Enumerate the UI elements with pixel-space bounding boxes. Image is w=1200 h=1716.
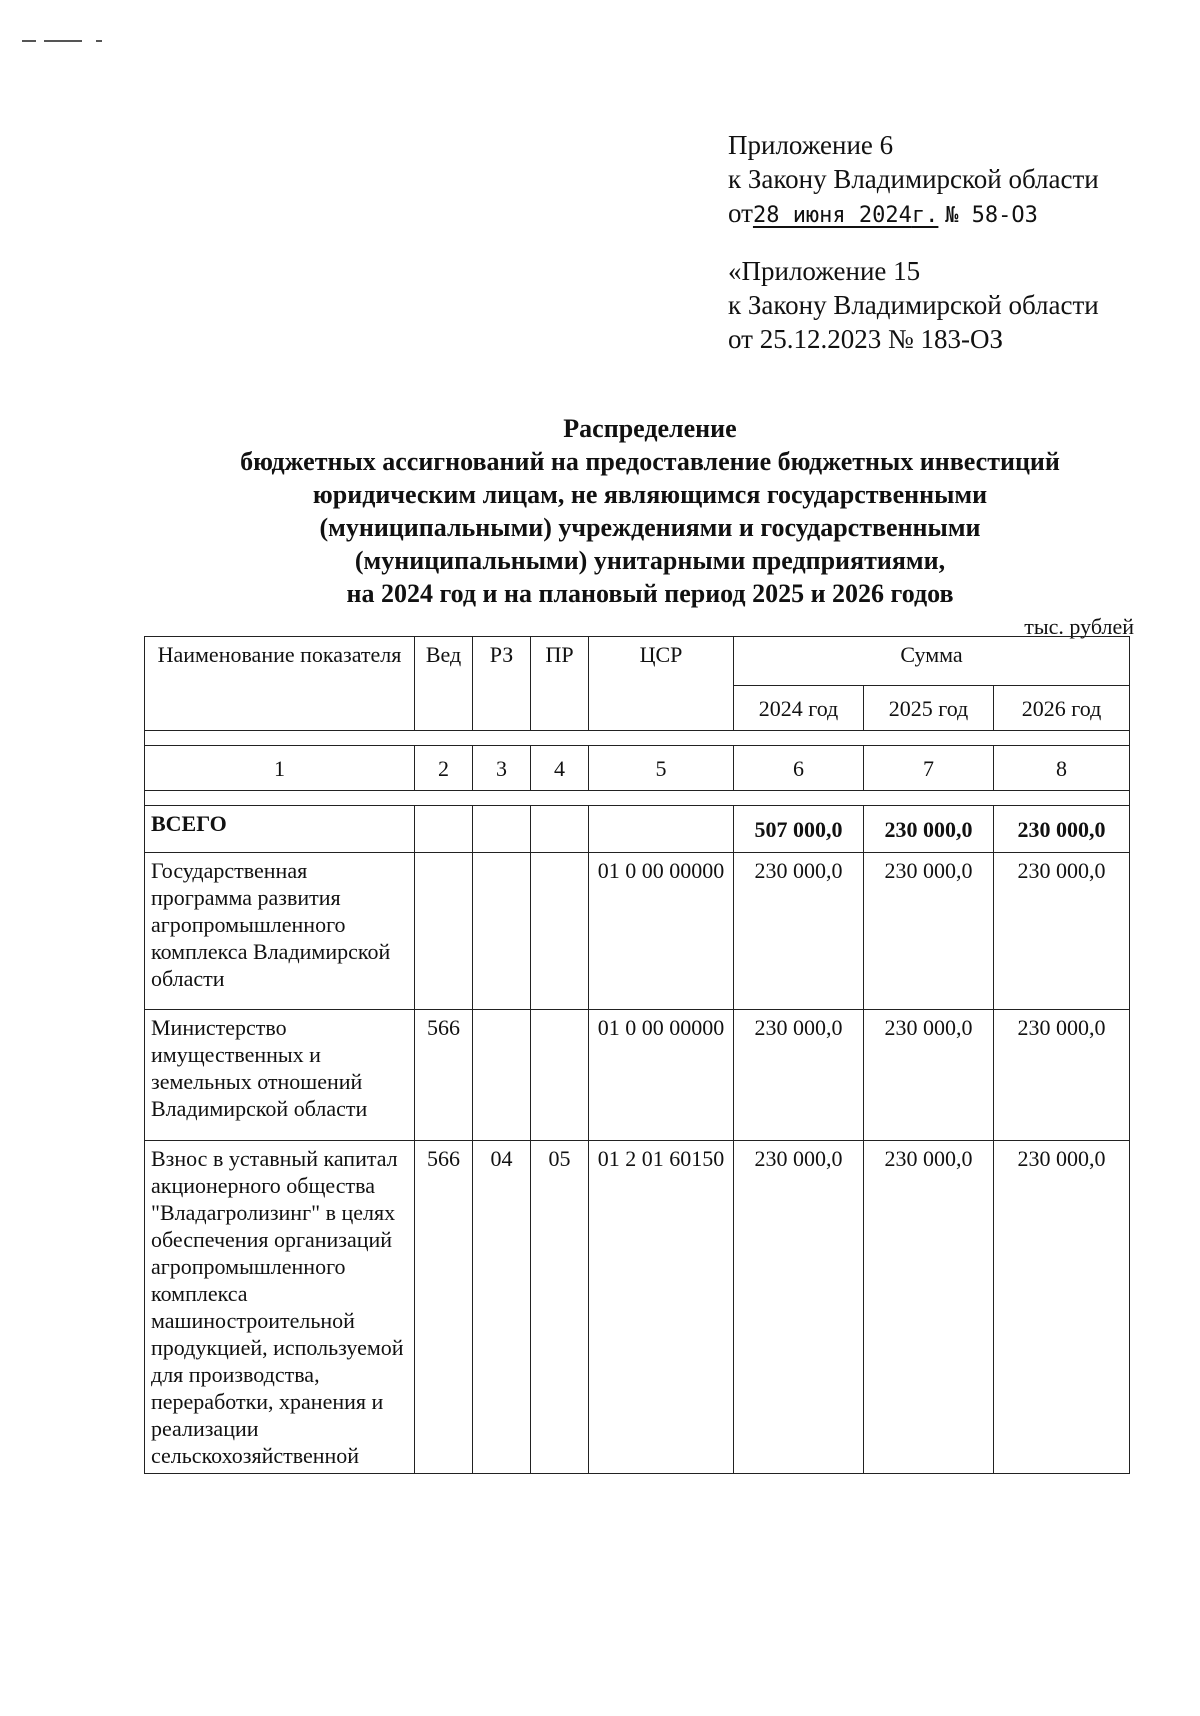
row-2025: 230 000,0 <box>864 853 994 1010</box>
col-number: 5 <box>589 746 734 791</box>
units-label: тыс. рублей <box>1024 614 1134 639</box>
header-rz: РЗ <box>473 637 531 731</box>
col-number: 7 <box>864 746 994 791</box>
row-csr: 01 0 00 00000 <box>589 1010 734 1141</box>
header-2024: 2024 год <box>734 686 864 731</box>
row-ved <box>415 853 473 1010</box>
row-2024: 230 000,0 <box>734 1141 864 1474</box>
appendix-title: Приложение 6 <box>728 130 894 160</box>
row-2026: 230 000,0 <box>994 806 1130 853</box>
row-ved: 566 <box>415 1141 473 1474</box>
row-2024: 230 000,0 <box>734 1010 864 1141</box>
appendix-law-date: от28 июня 2024г. № 58-ОЗ <box>728 198 1038 228</box>
row-name: Взнос в уставный капитал акционерного общества "Владагролизинг" в целях обеспечения организаций агропромышленного комплекса машиностроительной продукцией, используемой для производства, переработки, хранения и реализации сельскохозяйственной <box>145 1141 415 1474</box>
row-2026: 230 000,0 <box>994 1010 1130 1141</box>
col-number: 3 <box>473 746 531 791</box>
header-pr: ПР <box>531 637 589 731</box>
row-ved <box>415 806 473 853</box>
row-rz <box>473 853 531 1010</box>
header-csr: ЦСР <box>589 637 734 731</box>
header-ved: Вед <box>415 637 473 731</box>
original-appendix-header <box>728 254 1099 356</box>
row-2025: 230 000,0 <box>864 1141 994 1474</box>
col-number: 1 <box>145 746 415 791</box>
table-header-row <box>145 637 1130 686</box>
appendix-header <box>728 128 1099 233</box>
row-csr <box>589 806 734 853</box>
row-name: Министерство имущественных и земельных отношений Владимирской области <box>145 1010 415 1141</box>
row-2025: 230 000,0 <box>864 806 994 853</box>
header-sum: Сумма <box>734 637 1130 686</box>
row-rz <box>473 806 531 853</box>
row-2026: 230 000,0 <box>994 853 1130 1010</box>
col-number: 8 <box>994 746 1130 791</box>
row-name: ВСЕГО <box>145 806 415 853</box>
row-pr: 05 <box>531 1141 589 1474</box>
table-row <box>145 806 1130 853</box>
handwritten-date: 28 июня 2024 <box>752 203 912 228</box>
row-pr <box>531 1010 589 1141</box>
col-number: 4 <box>531 746 589 791</box>
header-2025: 2025 год <box>864 686 994 731</box>
numbering-row <box>145 746 1130 791</box>
table-row <box>145 853 1130 1010</box>
budget-table <box>144 636 1130 1474</box>
table-row <box>145 1141 1130 1474</box>
original-appendix-title: «Приложение 15 <box>728 256 921 286</box>
row-csr: 01 0 00 00000 <box>589 853 734 1010</box>
row-pr <box>531 853 589 1010</box>
original-law-ref: к Закону Владимирской области <box>728 290 1099 320</box>
row-rz <box>473 1010 531 1141</box>
row-2026: 230 000,0 <box>994 1141 1130 1474</box>
header-name: Наименование показателя <box>145 637 415 731</box>
row-csr: 01 2 01 60150 <box>589 1141 734 1474</box>
col-number: 6 <box>734 746 864 791</box>
row-rz: 04 <box>473 1141 531 1474</box>
row-2025: 230 000,0 <box>864 1010 994 1141</box>
row-2024: 507 000,0 <box>734 806 864 853</box>
header-2026: 2026 год <box>994 686 1130 731</box>
scan-artifact <box>22 40 100 42</box>
handwritten-law-number: № 58-ОЗ <box>945 203 1038 228</box>
row-name: Государственная программа развития агропромышленного комплекса Владимирской области <box>145 853 415 1010</box>
col-number: 2 <box>415 746 473 791</box>
appendix-law-ref: к Закону Владимирской области <box>728 164 1099 194</box>
original-law-date: от 25.12.2023 № 183-ОЗ <box>728 324 1003 354</box>
row-2024: 230 000,0 <box>734 853 864 1010</box>
row-pr <box>531 806 589 853</box>
row-ved: 566 <box>415 1010 473 1141</box>
document-title: Распределение бюджетных ассигнований на предоставление бюджетных инвестиций юридическим лицам, не являющимся государственными (муниципальными) учреждениями и государственными (муниципальными) унитарными предприятиями, на 2024 год и на плановый период 2025 и 2026 годов <box>240 414 1060 608</box>
table-row <box>145 1010 1130 1141</box>
